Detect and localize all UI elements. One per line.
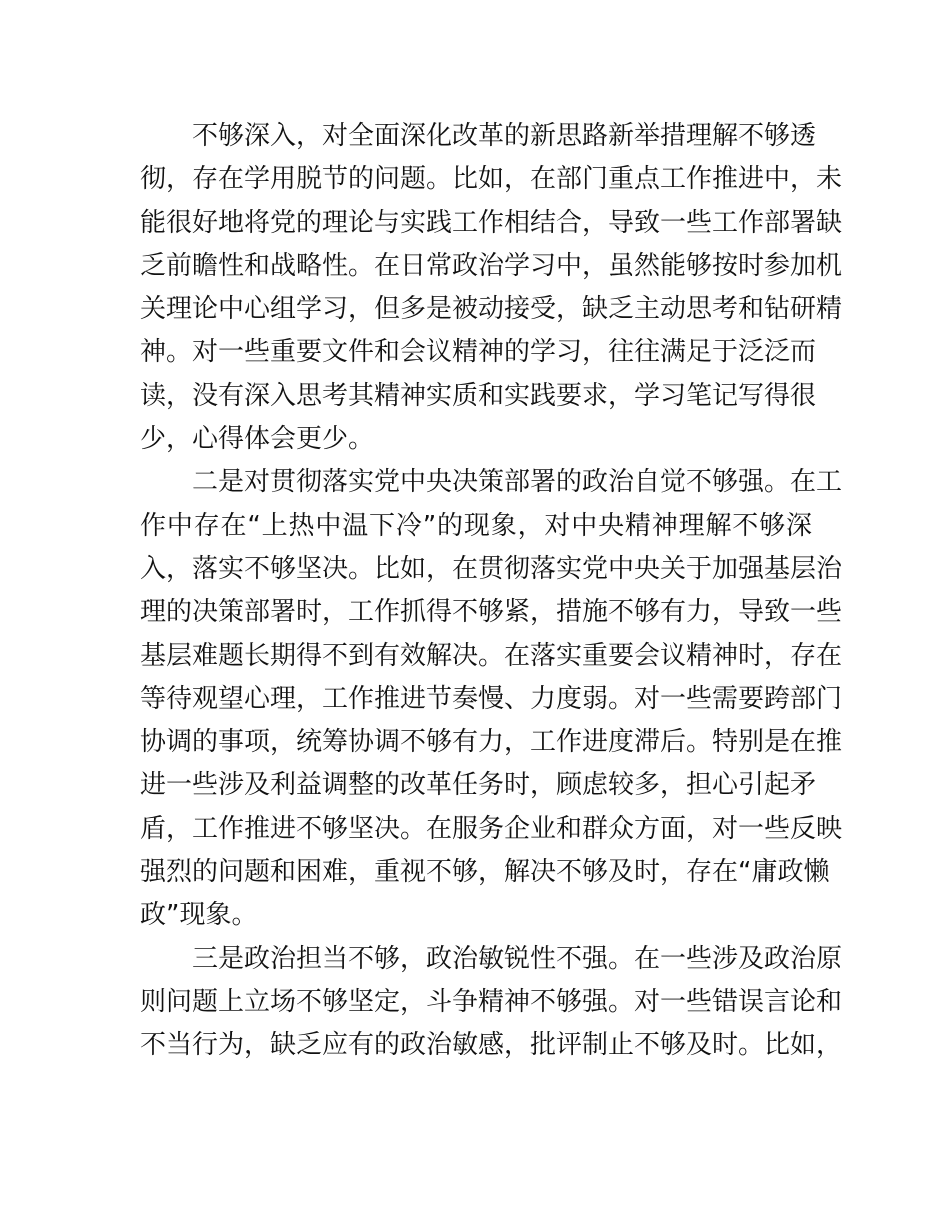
text-line: 进一些涉及利益调整的改革任务时，顾虑较多，担心引起矛 [140, 770, 817, 801]
text-line: 盾，工作推进不够坚决。在服务企业和群众方面，对一些反映 [140, 813, 843, 844]
paragraph-3 [140, 938, 843, 1068]
text-line: 作中存在“上热中温下冷”的现象，对中央精神理解不够深 [140, 510, 812, 541]
document-body [140, 115, 843, 1068]
text-line: 能很好地将党的理论与实践工作相结合，导致一些工作部署缺 [140, 207, 843, 238]
text-line: 乏前瞻性和战略性。在日常政治学习中，虽然能够按时参加机 [140, 250, 843, 281]
paragraph-2 [140, 461, 843, 937]
text-line: 基层难题长期得不到有效解决。在落实重要会议精神时，存在 [140, 640, 843, 671]
text-line: 政”现象。 [140, 900, 258, 931]
text-line: 少，心得体会更少。 [140, 424, 375, 455]
text-line: 等待观望心理，工作推进节奏慢、力度弱。对一些需要跨部门 [140, 683, 843, 714]
text-line: 三是政治担当不够，政治敏锐性不强。在一些涉及政治原 [192, 943, 843, 974]
text-line: 不够深入，对全面深化改革的新思路新举措理解不够透 [192, 121, 817, 151]
text-line: 则问题上立场不够坚定，斗争精神不够强。对一些错误言论和 [140, 986, 843, 1017]
text-line: 二是对贯彻落实党中央决策部署的政治自觉不够强。在工 [192, 467, 843, 498]
text-line: 关理论中心组学习，但多是被动接受，缺乏主动思考和钻研精 [140, 294, 843, 325]
text-line: 理的决策部署时，工作抓得不够紧，措施不够有力，导致一些 [140, 597, 843, 628]
text-line: 读，没有深入思考其精神实质和实践要求，学习笔记写得很 [140, 380, 817, 411]
text-line: 强烈的问题和困难，重视不够，解决不够及时，存在“庸政懒 [140, 857, 830, 888]
text-line: 入，落实不够坚决。比如，在贯彻落实党中央关于加强基层治 [140, 553, 843, 584]
text-line: 不当行为，缺乏应有的政治敏感，批评制止不够及时。比如， [140, 1030, 843, 1061]
paragraph-1 [140, 115, 843, 461]
text-line: 协调的事项，统筹协调不够有力，工作进度滞后。特别是在推 [140, 727, 843, 758]
text-line: 彻，存在学用脱节的问题。比如，在部门重点工作推进中，未 [140, 164, 843, 195]
text-line: 神。对一些重要文件和会议精神的学习，往往满足于泛泛而 [140, 337, 817, 368]
